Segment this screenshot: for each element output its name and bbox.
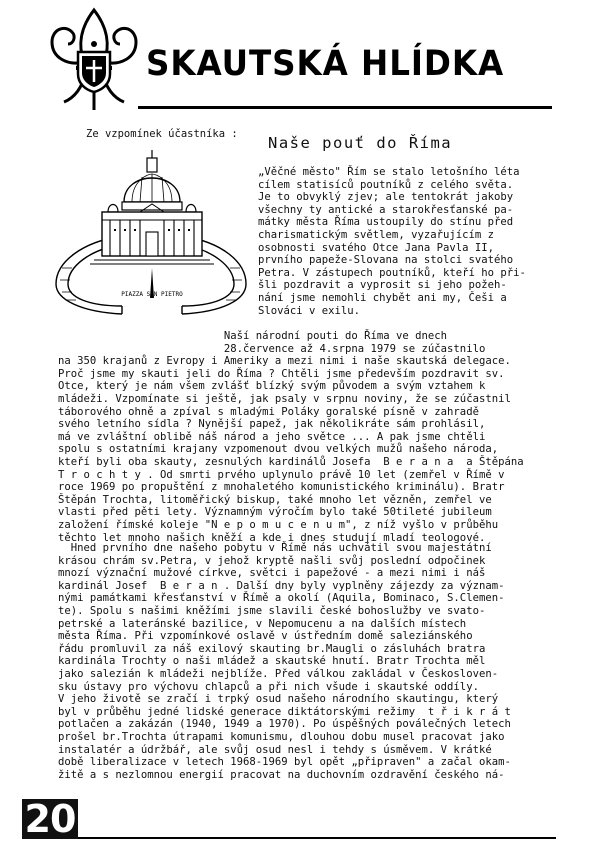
st-peters-square-illustration	[52, 150, 250, 318]
article-paragraph-2: Hned prvního dne našeho pobytu v Římě nás uchvátil svou majestátní krásou chrám sv.Petra, v jehož kryptě našli svůj poslední odpočinek mnozí význační mužové církve, světci i papežové - a mezi nimi i náš kardinál Josef B e r a n . Další dny byly vyplněny zájezdy za význam- nými památkami křesťanství v Římě a okolí (Aquila, Bominaco, S.Clemen- te). Spolu s našimi kněžími jsme slavili české bohoslužby ve svato- petrské a lateránské bazilice, v Nepomucenu a na dalších místech města Říma. Při vzpomínkové oslavě v ústředním domě saleziánského řádu promluvil za náš exilový skauting br.Maugli o zásluhách bratra kardinála Trochty o naši mládež a skautské hnutí. Bratr Trochta měl jako salezián k mládeži nejblíže. Před válkou zakládal v Českosloven- sku ústavy pro výchovu chlapců a při nich všude i skautské oddíly. V jeho životě se zračí i trpký osud našeho národního skautingu, který byl v průběhu jedné lidské generace diktátorskými režimy t ř i k r á t potlačen a zakázán (1940, 1949 a 1970). Po úspěšných poválečných letech prošel br.Trochta útrapami komunismu, dlouhou dobu musel pracovat jako instalatér a údržbář, ale svůj osud nesl i tehdy s úsměvem. V krátké době liberalizace v letech 1968-1969 byl opět „připraven" a začal okam- žitě a s nezlomnou energií pracovat na duchovním ozdravění českého ná-	[58, 542, 511, 781]
fleur-de-lis-logo-icon	[46, 6, 142, 116]
footer-rule	[78, 837, 556, 839]
article-column-text: „Věčné město" Řím se stalo letošního léta cílem statisíců poutníků z celého světa. Je to obvyklý zjev; ale tentokrát jakoby všechny ty antické a starokřesťanské pa- mátky města Říma ustoupily do stínu před charismatickým světlem, vyzařujícím z osobnosti svatého Otce Jana Pavla II, prvního papeže-Slovana na stolci svatého Petra. V zástupech poutníků, kteří ho při- šli pozdravit a vyprosit si jeho požeh- nání jsme nemohli chybět ani my, Češi a Slováci v exilu.	[258, 166, 526, 317]
masthead-divider	[138, 106, 552, 109]
intro-label: Ze vzpomínek účastníka :	[86, 128, 238, 140]
page-number: 20	[22, 799, 78, 839]
article-title: Naše pouť do Říma	[268, 134, 453, 152]
illustration-caption: PIAZZA SAN PIETRO	[121, 291, 183, 298]
masthead-title: SKAUTSKÁ HLÍDKA	[146, 44, 505, 84]
article-paragraph-1: Naší národní pouti do Říma ve dnech 28.července až 4.srpna 1979 se zúčastnilo na 350 krajanů z Evropy i Ameriky a mezi nimi i naše skautská delegace. Proč jsme my skauti jeli do Říma ? Chtěli jsme především pozdravit sv. Otce, který je nám všem zvlášť blízký svým původem a svým vztahem k mládeži. Vzpomínate si ještě, jak psaly v srpnu noviny, že se zúčastnil táborového ohně a zpíval s mladými Poláky goralské písně v zahradě svého letního sídla ? Nynější papež, jak několikráte sám prohlásil, má ve zvláštní oblibě náš národ a jeho světce ... A pak jsme chtěli spolu s ostatními krajany vzpomenout dvou velkých mužů našeho národa, kteří byli oba skauty, zesnulých kardinálů Josefa B e r a n a a Štěpána T r o c h t y . Od smrti prvého uplynulo právě 10 let (zemřel v Římě v roce 1969 po propuštění z mnohaletého komunistického kriminálu). Bratr Štěpán Trochta, litoměřický biskup, také mnoho let vězněn, zemřel ve vlasti před pěti lety. Významným výročím bylo také 50tileté jubileum založení římské koleje "N e p o m u c e n u m", z níž vyšlo v průběhu těchto let mnoho našich kněží a kde i dnes studují mladí teologové.	[58, 330, 524, 544]
